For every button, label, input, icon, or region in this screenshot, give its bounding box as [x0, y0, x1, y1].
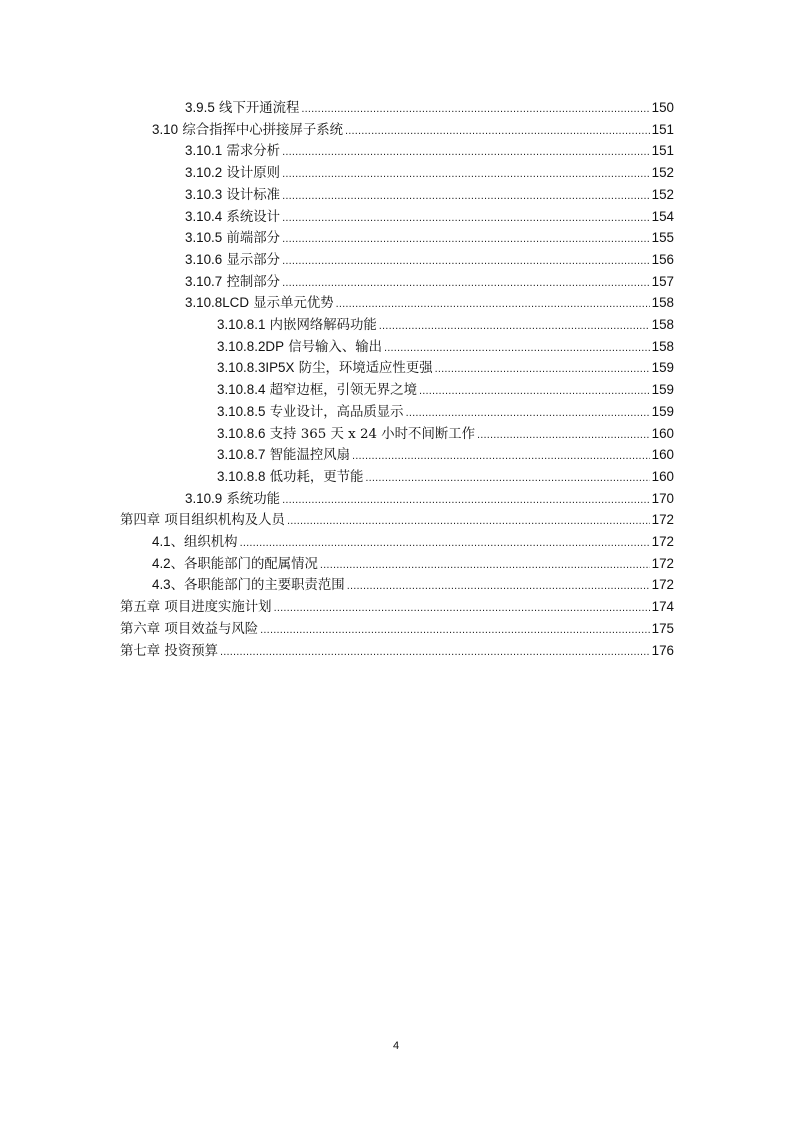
toc-entry[interactable] — [185, 97, 674, 119]
toc-dot-leader — [345, 121, 650, 143]
toc-entry[interactable] — [185, 488, 674, 510]
toc-entry-title — [217, 357, 433, 380]
toc-entry-number: 3.10.2 — [185, 165, 223, 181]
toc-entry-text: 第四章 项目组织机构及人员 — [120, 513, 285, 529]
toc-dot-leader — [282, 186, 650, 208]
toc-entry-title — [185, 162, 280, 185]
toc-entry-page: 152 — [651, 165, 674, 181]
toc-entry[interactable] — [217, 357, 674, 379]
toc-entry[interactable] — [185, 292, 674, 314]
toc-entry-text: 显示单元优势 — [249, 296, 334, 312]
toc-entry-title — [185, 97, 299, 120]
toc-entry-page: 156 — [651, 251, 674, 267]
toc-entry-text: 防尘，环境适应性更强 — [294, 361, 433, 377]
toc-entry-text: 前端部分 — [222, 231, 281, 247]
toc-entry-page: 158 — [651, 317, 674, 332]
toc-entry-page: 172 — [651, 555, 674, 571]
toc-entry-text: 第七章 投资预算 — [120, 643, 218, 659]
toc-entry-page: 151 — [651, 143, 674, 159]
toc-dot-leader — [336, 294, 650, 316]
toc-entry[interactable] — [120, 640, 674, 662]
toc-entry[interactable] — [185, 140, 674, 162]
toc-dot-leader — [477, 425, 650, 447]
toc-entry-text: 低功耗，更节能 — [265, 469, 364, 485]
toc-dot-leader — [240, 533, 650, 555]
toc-entry-page: 155 — [651, 230, 674, 246]
toc-dot-leader — [435, 359, 650, 381]
toc-entry-number: 3.10.8.1 — [217, 317, 266, 332]
toc-entry-text: 超窄边框，引领无界之境 — [265, 383, 417, 399]
toc-entry-title — [120, 619, 258, 641]
toc-dot-leader — [274, 598, 650, 620]
toc-entry-title — [185, 271, 280, 294]
toc-entry-number: 3.10.8.6 — [217, 425, 266, 441]
toc-entry-text: 、各职能部门的配属情况 — [170, 556, 318, 572]
toc-entry[interactable] — [185, 206, 674, 228]
toc-entry-page: 160 — [651, 468, 674, 484]
toc-entry-page: 159 — [651, 382, 674, 398]
toc-entry[interactable] — [152, 531, 674, 553]
toc-entry-text: 控制部分 — [222, 274, 281, 290]
toc-entry-number: 4.1 — [152, 534, 171, 549]
toc-entry-number: 3.10.3 — [185, 186, 223, 202]
toc-entry-number: 3.10.8.2DP — [217, 338, 284, 354]
toc-entry-title — [217, 379, 417, 402]
toc-entry-number: 3.10.9 — [185, 490, 223, 506]
toc-entry[interactable] — [120, 509, 674, 531]
toc-entry-number: 3.10.8.3IP5X — [217, 360, 295, 376]
toc-entry[interactable] — [217, 423, 674, 445]
toc-entry-title — [185, 184, 280, 207]
toc-dot-leader — [220, 642, 650, 664]
toc-entry-number: 3.10.7 — [185, 273, 223, 289]
toc-entry-number: 3.10.8.8 — [217, 468, 266, 484]
page-number: 4 — [392, 1040, 400, 1052]
toc-entry-number: 3.10.4 — [185, 208, 223, 224]
toc-entry-title — [217, 314, 377, 337]
toc-entry-page: 172 — [651, 512, 674, 528]
toc-entry-text: 内嵌网络解码功能 — [265, 318, 377, 333]
toc-entry-title — [152, 553, 318, 576]
toc-entry-number: 3.9.5 — [185, 100, 215, 115]
toc-entry[interactable] — [185, 227, 674, 249]
toc-entry[interactable] — [185, 271, 674, 293]
toc-entry-text: 、各职能部门的主要职责范围 — [170, 578, 345, 594]
toc-dot-leader — [282, 142, 650, 164]
toc-entry-number: 3.10.8.7 — [217, 447, 266, 463]
toc-entry-title — [185, 227, 280, 250]
toc-entry-text: 设计标准 — [222, 187, 281, 203]
toc-entry-text: 智能温控风扇 — [265, 448, 351, 464]
toc-dot-leader — [301, 99, 649, 121]
toc-dot-leader — [379, 316, 650, 338]
toc-entry-text: 显示部分 — [222, 252, 281, 268]
toc-dot-leader — [384, 338, 650, 360]
toc-dot-leader — [282, 251, 650, 273]
toc-entry-text: 设计原则 — [222, 166, 281, 182]
toc-entry[interactable] — [185, 249, 674, 271]
toc-entry-page: 175 — [651, 620, 674, 636]
toc-dot-leader — [282, 273, 650, 295]
toc-entry[interactable] — [120, 618, 674, 640]
toc-entry-page: 172 — [651, 577, 674, 593]
toc-entry-number: 3.10 — [152, 121, 179, 137]
toc-entry-number: 3.10.5 — [185, 230, 223, 246]
toc-entry-number: 3.10.8.5 — [217, 403, 266, 419]
toc-entry-page: 172 — [651, 534, 674, 549]
toc-entry-text: 系统设计 — [222, 209, 281, 225]
toc-entry-page: 174 — [651, 599, 674, 615]
toc-entry-title — [152, 574, 345, 597]
toc-entry-text: 信号输入、输出 — [284, 339, 382, 355]
toc-entry-title — [120, 641, 218, 663]
toc-entry-number: 3.10.8.4 — [217, 382, 266, 398]
toc-entry[interactable] — [185, 184, 674, 206]
toc-entry-number: 3.10.8LCD — [185, 295, 250, 311]
toc-entry-title — [152, 119, 343, 142]
toc-entry-title — [217, 444, 350, 467]
toc-entry-title — [185, 292, 334, 315]
toc-entry[interactable] — [120, 596, 674, 618]
toc-entry-text: 支持 365 天 x 24 小时不间断工作 — [265, 426, 476, 442]
toc-dot-leader — [282, 208, 650, 230]
toc-entry-title — [152, 531, 238, 554]
toc-entry[interactable] — [217, 444, 674, 466]
toc-entry-page: 150 — [651, 100, 674, 115]
toc-entry-title — [120, 510, 285, 532]
toc-entry-number: 3.10.1 — [185, 143, 223, 159]
toc-entry-title — [217, 336, 382, 359]
toc-dot-leader — [260, 620, 649, 642]
toc-dot-leader — [419, 381, 650, 403]
toc-entry-page: 160 — [651, 425, 674, 441]
toc-dot-leader — [282, 229, 650, 251]
toc-entry[interactable] — [185, 162, 674, 184]
toc-dot-leader — [365, 468, 649, 490]
toc-entry-title — [185, 140, 280, 163]
toc-dot-leader — [282, 164, 650, 186]
toc-entry-title — [185, 249, 280, 272]
toc-entry-page: 158 — [651, 295, 674, 311]
toc-entry[interactable] — [217, 336, 674, 358]
toc-entry-page: 159 — [651, 360, 674, 376]
toc-entry-text: 综合指挥中心拼接屏子系统 — [178, 122, 344, 138]
toc-entry[interactable] — [217, 401, 674, 423]
toc-entry-page: 176 — [651, 642, 674, 658]
toc-entry-text: 线下开通流程 — [214, 101, 300, 116]
toc-entry-title — [120, 597, 272, 619]
toc-entry-page: 152 — [651, 186, 674, 202]
toc-entry-text: 、组织机构 — [170, 535, 238, 550]
toc-entry-number: 4.3 — [152, 577, 171, 593]
toc-entry-text: 专业设计，高品质显示 — [265, 404, 404, 420]
toc-dot-leader — [352, 446, 650, 468]
toc-entry-title — [217, 466, 363, 489]
toc-entry-title — [185, 488, 280, 511]
toc-entry-title — [217, 423, 475, 446]
toc-dot-leader — [406, 403, 650, 425]
toc-entry-page: 170 — [651, 490, 674, 506]
toc-entry[interactable] — [217, 379, 674, 401]
toc-entry-title — [185, 206, 280, 229]
toc-dot-leader — [282, 490, 650, 512]
toc-entry-number: 3.10.6 — [185, 251, 223, 267]
toc-entry[interactable] — [217, 466, 674, 488]
toc-dot-leader — [320, 555, 650, 577]
toc-entry-title — [217, 401, 404, 424]
toc-dot-leader — [287, 511, 650, 533]
toc-entry[interactable] — [152, 119, 674, 141]
toc-entry[interactable] — [152, 553, 674, 575]
toc-entry-page: 158 — [651, 338, 674, 354]
toc-entry-text: 需求分析 — [222, 144, 281, 160]
toc-entry-text: 系统功能 — [222, 491, 281, 507]
toc-dot-leader — [347, 576, 650, 598]
toc-entry[interactable] — [152, 574, 674, 596]
toc-entry-text: 第五章 项目进度实施计划 — [120, 600, 272, 616]
toc-entry-page: 160 — [651, 447, 674, 463]
toc-entry-page: 157 — [651, 273, 674, 289]
toc-entry-page: 154 — [651, 208, 674, 224]
toc-entry-page: 151 — [651, 121, 674, 137]
toc-entry-page: 159 — [651, 403, 674, 419]
toc-entry-text: 第六章 项目效益与风险 — [120, 621, 259, 637]
toc-entry[interactable] — [217, 314, 674, 336]
toc-entry-number: 4.2 — [152, 555, 171, 571]
